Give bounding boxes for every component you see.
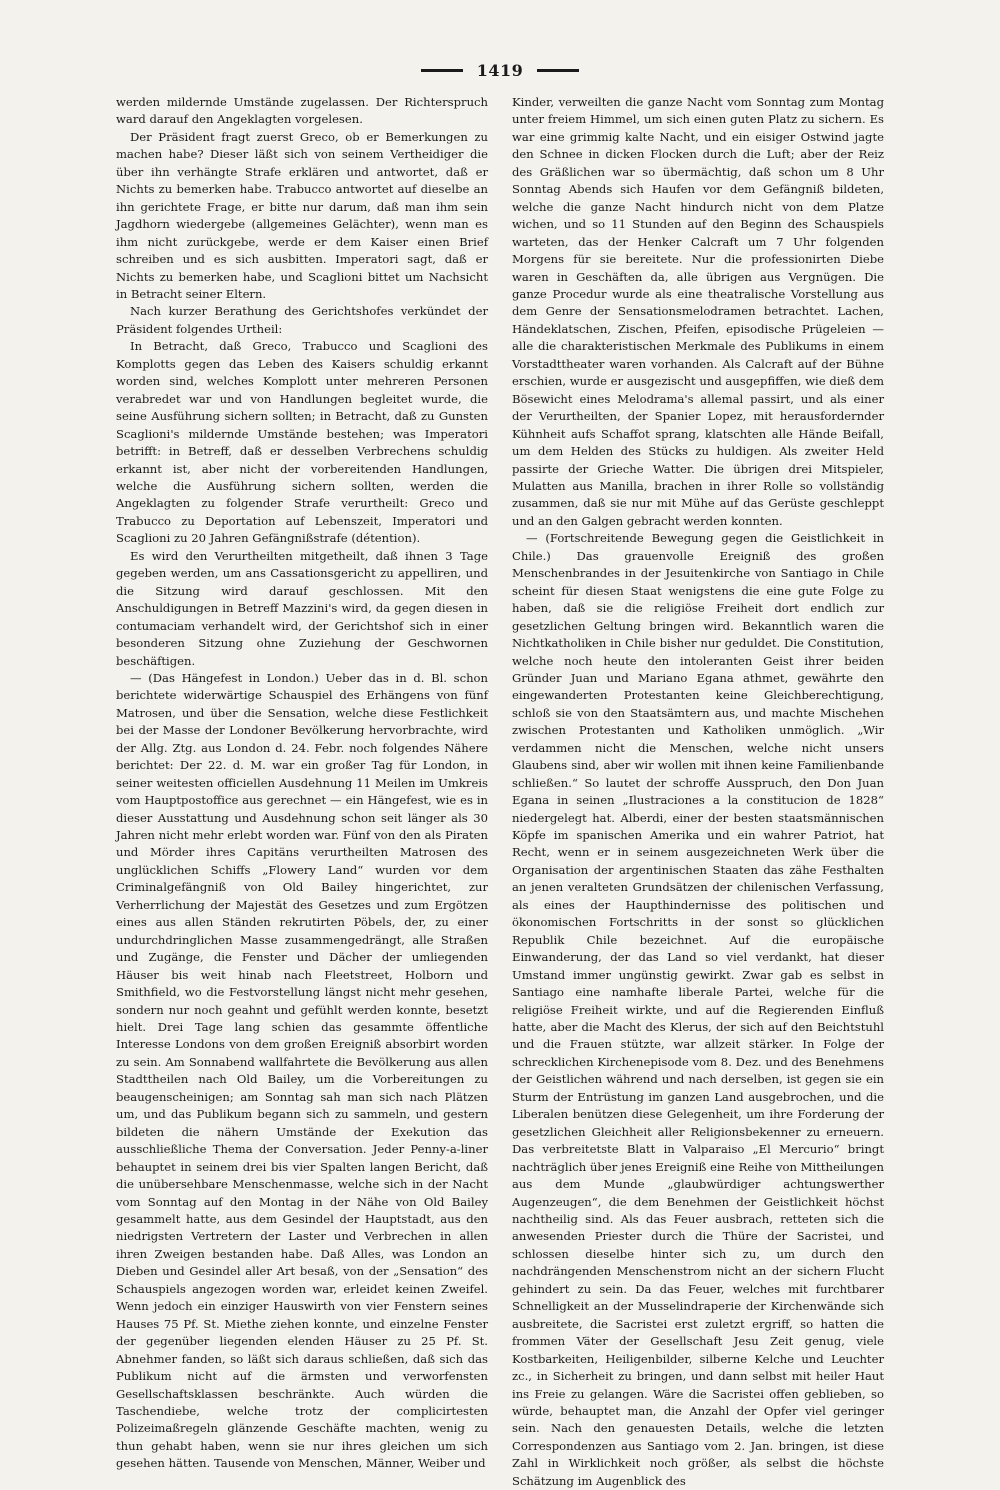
page-number: 1419 xyxy=(476,60,524,80)
paragraph: Nach kurzer Berathung des Gerichtshofes verkündet der Präsident folgendes Urtheil: xyxy=(116,304,488,336)
verdict-paragraph: In Betracht, daß Greco, Trabucco und Scaglioni des Komplotts gegen das Leben des Kaisers schuldig erkannt worden sind, welches Komplott unter mehreren Personen verabredet war und von Handlungen begleitet wurde, die seine Ausführung sichern sollten; in Betracht, daß zu Gunsten Scaglioni's mildernde Umstände bestehen; was Imperatori betrifft: in Betreff, daß er desselben Verbrechens schuldig erkannt ist, aber nicht der vorbereitenden Handlungen, welche die Ausführung sichern sollten, werden die Angeklagten zu folgender Strafe verurtheilt: Greco und Trabucco zu Deportation auf Lebenszeit, Imperatori und Scaglioni zu 20 Jahren Gefängnißstrafe (détention). xyxy=(116,339,488,546)
paragraph: Es wird den Verurtheilten mitgetheilt, daß ihnen 3 Tage gegeben werden, um ans Cassationsgericht zu appelliren, und die Sitzung wird darauf geschlossen. Mit den Anschuldigungen in Betreff Mazzini's wird, da gegen diesen in contumaciam verhandelt wird, der Gerichtshof sich in einer besonderen Sitzung ohne Zuziehung der Geschwornen beschäftigen. xyxy=(116,548,488,668)
header-rule-left xyxy=(421,69,463,72)
paragraph: Der Präsident fragt zuerst Greco, ob er Bemerkungen zu machen habe? Dieser läßt sich von seinem Vertheidiger die über ihn verhängte Strafe erklären und antwortet, daß er Nichts zu bemerken habe. Trabucco antwortet auf dieselbe an ihn gerichtete Frage, er bitte nur darum, daß man ihm sein Jagdhorn wiedergebe (allgemeines Gelächter), wenn man es ihm nicht zurückgebe, werde er dem Kaiser einen Brief schreiben und es sich ausbitten. Imperatori sagt, daß er Nichts zu bemerken habe, und Scaglioni bittet um Nachsicht in Betracht seiner Eltern. xyxy=(116,129,488,301)
paragraph: werden mildernde Umstände zugelassen. Der Richterspruch ward darauf den Angeklagten vorgelesen. xyxy=(116,95,488,127)
article-chile: — (Fortschreitende Bewegung gegen die Geistlichkeit in Chile.) Das grauenvolle Ereigniß des großen Menschenbrandes in der Jesuitenkirche von Santiago in Chile scheint für diesen Staat wenigstens die eine gute Folge zu haben, daß sie die religiöse Freiheit dort endlich zur gesetzlichen Geltung bringen wird. Bekanntlich waren die Nichtkatholiken in Chile bisher nur geduldet. Die Constitution, welche noch heute den intoleranten Geist ihrer beiden Gründer Juan und Mariano Egana athmet, gewährte den eingewanderten Protestanten keine Gleichberechtigung, schloß sie von den Staatsämtern aus, und machte Mischehen zwischen Protestanten und Katholiken unmöglich. „Wir verdammen nicht die Menschen, welche nicht unsers Glaubens sind, aber wir wollen mit ihnen keine Familienbande schließen.“ So lautet der schroffe Ausspruch, den Don Juan Egana in seinen „Ilustraciones a la constitucion de 1828“ niedergelegt hat. Alberdi, einer der besten staatsmännischen Köpfe im spanischen Amerika und ein wahrer Patriot, hat Recht, wenn er in seinem ausgezeichneten Werk über die Organisation der argentinischen Staaten das zähe Festhalten an jenen veralteten Grundsätzen der chilenischen Verfassung, als eines der Haupthindernisse des politischen und ökonomischen Fortschritts in der sonst so glücklichen Republik Chile bezeichnet. Auf die europäische Einwanderung, der das Land so viel verdankt, hat dieser Umstand immer ungünstig gewirkt. Zwar gab es selbst in Santiago eine namhafte liberale Partei, welche für die religiöse Freiheit wirkte, und auf die Regierenden Einfluß hatte, aber die Macht des Klerus, der sich auf den Beichtstuhl und die Frauen stützte, war allzeit stärker. In Folge der schrecklichen Kirchenepisode vom 8. Dez. und des Benehmens der Geistlichen während und nach derselben, ist gegen sie ein Sturm der Entrüstung im ganzen Land ausgebrochen, und die Liberalen benützen diese Gelegenheit, um ihre Forderung der gesetzlichen Gleichheit aller Religionsbekenner zu erneuern. Das verbreitetste Blatt in Valparaiso „El Mercurio“ bringt nachträglich über jenes Ereigniß eine Reihe von Mittheilungen aus dem Munde „glaubwürdiger achtungswerther Augenzeugen“, die dem Benehmen der Geistlichkeit höchst nachtheilig sind. Als das Feuer ausbrach, retteten sich die anwesenden Priester durch die Thüre der Sacristei, und schlossen dieselbe hinter sich zu, um durch den nachdrängenden Menschenstrom nicht an der sichern Flucht gehindert zu sein. Da das Feuer, welches mit furchtbarer Schnelligkeit an der Musselindraperie der Kirchenwände sich ausbreitete, die Sacristei erst zuletzt ergriff, so hatten die frommen Väter der Gesellschaft Jesu Zeit genug, viele Kostbarkeiten, Heiligenbilder, silberne Kelche und Leuchter zc., in Sicherheit zu bringen, und dann selbst mit heiler Haut ins Freie zu gelangen. Wäre die Sacristei offen geblieben, so würde, behauptet man, die Anzahl der Opfer viel geringer sein. Nach den genauesten Details, welche die letzten Correspondenzen aus Santiago vom 2. Jan. bringen, ist diese Zahl in Wirklichkeit noch größer, als selbst die höchste Schätzung im Augenblick des xyxy=(512,531,884,1488)
article-haengefest: — (Das Hängefest in London.) Ueber das in d. Bl. schon berichtete widerwärtige Schauspiel des Erhängens von fünf Matrosen, und über die Sensation, welche diese Festlichkeit bei der Masse der Londoner Bevölkerung hervorbrachte, wird der Allg. Ztg. aus London d. 24. Febr. noch folgendes Nähere berichtet: Der 22. d. M. war ein großer Tag für London, in seiner weitesten officiellen Ausdehnung 11 Meilen im Umkreis vom Hauptpostoffice aus gerechnet — ein Hängefest, wie es in dieser Ausstattung und Ausdehnung schon seit länger als 30 Jahren nicht mehr erlebt worden war. Fünf von den als Piraten und Mörder ihres Capitäns verurtheilten Matrosen des unglücklichen Schiffs „Flowery Land“ wurden vor dem Criminalgefängniß von Old Bailey hingerichtet, zur Verherrlichung der Majestät des Gesetzes und zum Ergötzen eines aus allen Ständen rekrutirten Pöbels, der, zu einer undurchdringlichen Masse zusammengedrängt, alle Straßen und Zugänge, die Fenster und Dächer der umliegenden Häuser bis weit hinab nach Fleetstreet, Holborn und Smithfield, wo die Festvorstellung längst nicht mehr gesehen, sondern nur noch geahnt und gefühlt werden konnte, besetzt hielt. Drei Tage lang schien das gesammte öffentliche Interesse Londons von dem großen Ereigniß absorbirt worden zu sein. Am Sonnabend wallfahrtete die Bevölkerung aus allen Stadttheilen nach Old Bailey, um die Vorbereitungen zu beaugenscheinigen; am Sonntag sah man sich nach Plätzen um, und das Publikum begann sich zu sammeln, und gestern bildeten die nähern Umstände der Exekution das ausschließliche Thema der Conversation. Jeder Penny-a-liner behauptet in seinem drei bis vier Spalten langen Bericht, daß die unübersehbare Menschenmasse, welche sich in der Nacht vom Sonntag auf den Montag in der Nähe von Old Bailey gesammelt hatte, aus dem Gesindel der Hauptstadt, aus den niedrigsten Vertretern der Laster und Verbrechen in allen ihren Zweigen bestanden habe. Daß Alles, was London an Dieben und Gesindel aller Art besaß, von der „Sensation“ des Schauspiels angezogen worden war, erleidet keinen Zweifel. Wenn jedoch ein einziger Hauswirth von vier Fenstern seines Hauses 75 Pf. St. Miethe ziehen konnte, und einzelne Fenster der gegenüber liegenden elenden Häuser zu 25 Pf. St. Abnehmer fanden, so läßt sich daraus schließen, daß sich das Publikum nicht auf die ärmsten und verworfensten Gesellschaftsklassen beschränkte. Auch würden die Taschendiebe, welche trotz der complicirtesten Polizeimaßregeln glänzende Geschäfte machten, wenig zu thun gehabt haben, wenn sie nur ihres gleichen um sich gesehen hätten. Tausende von Menschen, Männer, Weiber und xyxy=(116,670,488,1471)
page-header xyxy=(0,58,1000,82)
header-rule-right xyxy=(537,69,579,72)
left-column xyxy=(116,94,488,1471)
paragraph: Kinder, verweilten die ganze Nacht vom Sonntag zum Montag unter freiem Himmel, um sich einen guten Platz zu sichern. Es war eine grimmig kalte Nacht, und ein eisiger Ostwind jagte den Schnee in dicken Flocken durch die Luft; aber der Reiz des Gräßlichen war so übermächtig, daß schon um 8 Uhr Sonntag Abends sich Haufen vor dem Gefängniß bildeten, welche die ganze Nacht hindurch nicht von dem Platze wichen, und so 11 Stunden auf den Beginn des Schauspiels warteten, das der Henker Calcraft um 7 Uhr folgenden Morgens für sie bereitete. Nur die professionirten Diebe waren in Geschäften da, alle übrigen aus Vergnügen. Die ganze Procedur wurde als eine theatralische Vorstellung aus dem Genre der Sensationsmelodramen betrachtet. Lachen, Händeklatschen, Zischen, Pfeifen, episodische Prügeleien — alle die charakteristischen Merkmale des Publikums in einem Vorstadttheater waren vorhanden. Als Calcraft auf der Bühne erschien, wurde er ausgezischt und ausgepfiffen, wie dieß dem Bösewicht eines Melodrama's allemal passirt, und als einer der Verurtheilten, der Spanier Lopez, mit herausfordernder Kühnheit aufs Schaffot sprang, klatschten alle Hände Beifall, um dem Helden des Stücks zu huldigen. Als zweiter Held passirte der Grieche Watter. Die übrigen drei Mitspieler, Mulatten aus Manilla, brachen in ihrer Rolle so vollständig zusammen, daß sie nur mit Mühe auf das Gerüste geschleppt und an den Galgen gebracht werden konnten. xyxy=(512,95,885,528)
right-column xyxy=(512,94,885,1488)
